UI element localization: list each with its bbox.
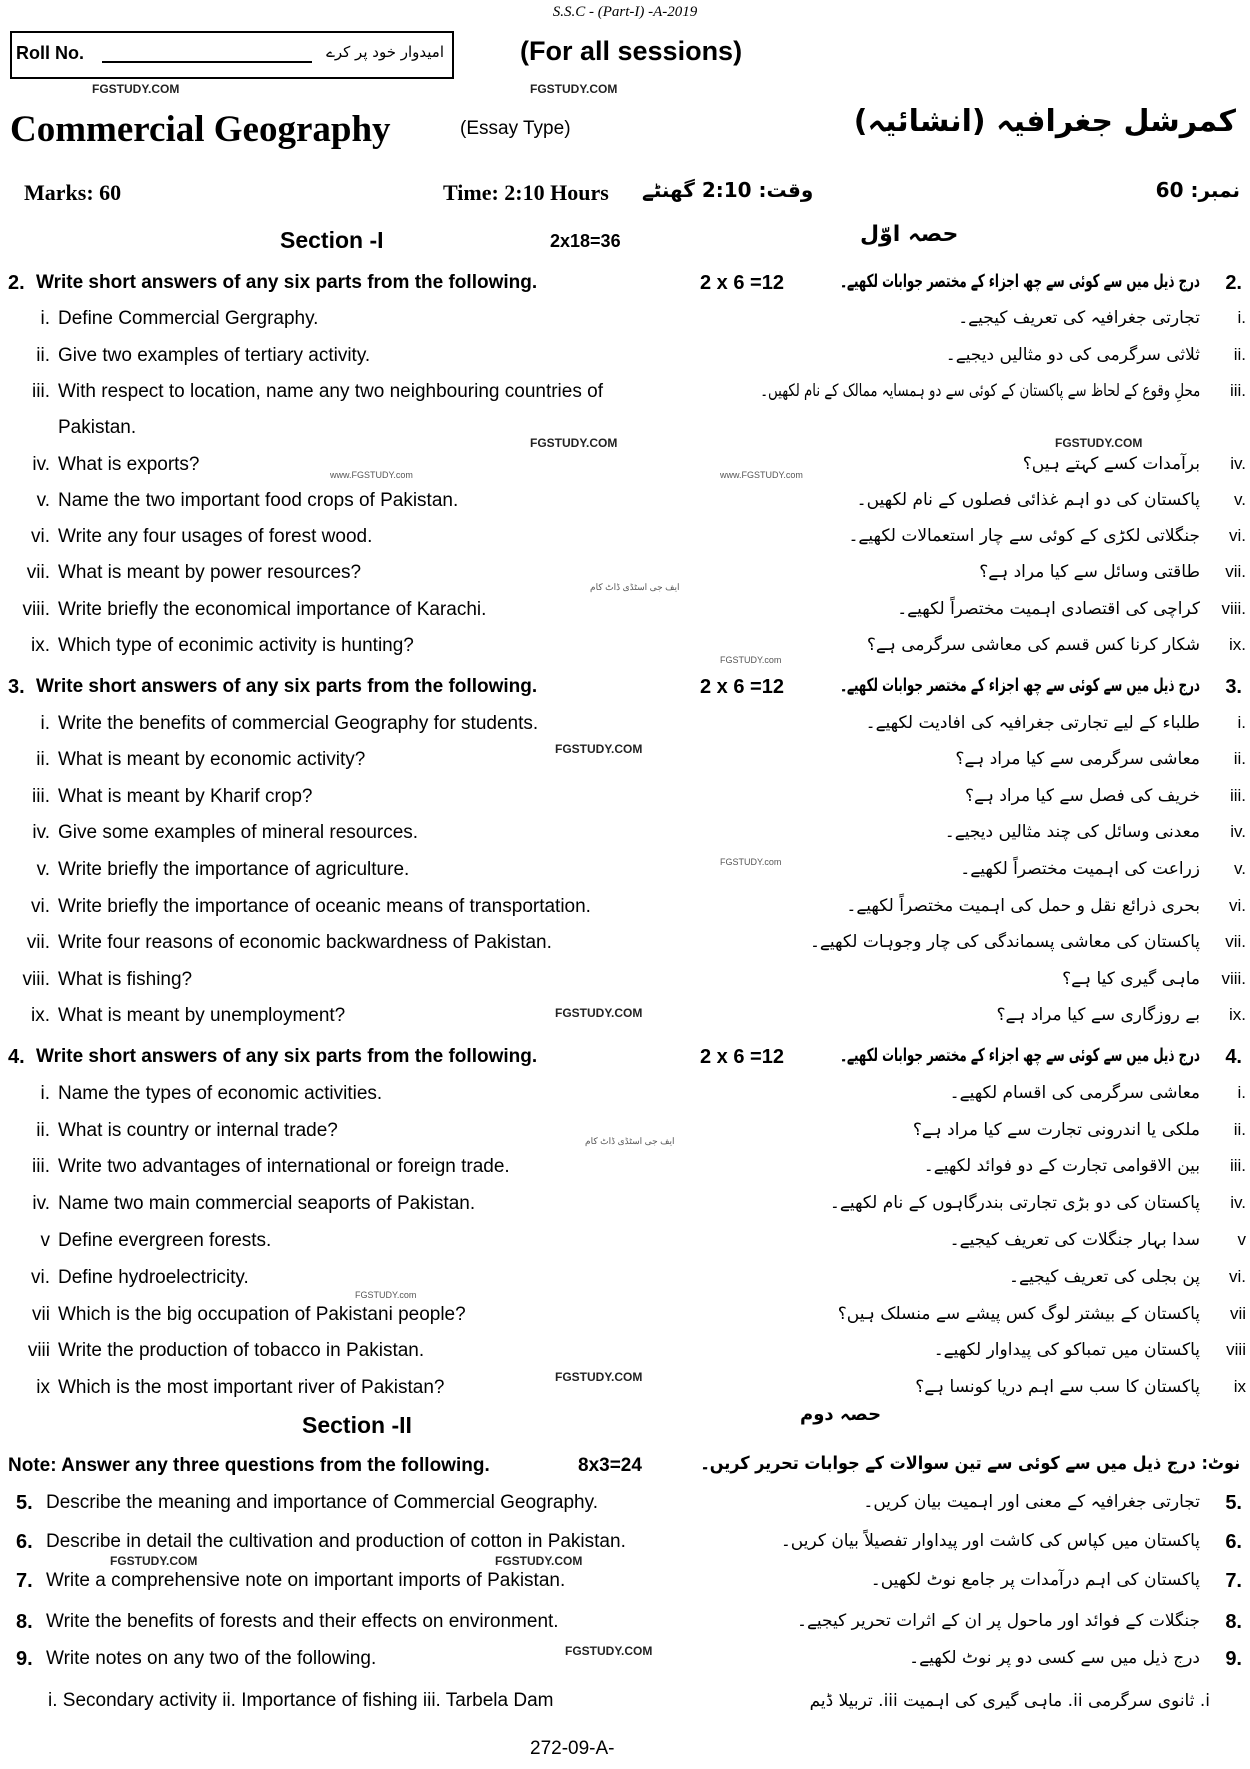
part-number-urdu: vi. [1229,1266,1246,1286]
part-number: vii [32,1303,50,1325]
watermark-text: FGSTUDY.com [720,857,782,867]
part-number: ix. [31,1005,50,1027]
watermark-text: FGSTUDY.COM [555,1370,643,1384]
part-text-urdu: پاکستان کے بیشتر لوگ کس پیشے سے منسلک ہیں؟ [837,1303,1200,1324]
part-number: ii. [36,1119,50,1141]
watermark-text: FGSTUDY.COM [530,82,618,96]
question-instruction-urdu: درج ذیل میں سے کوئی سے چھ اجزاء کے مختصر جوابات لکھیے۔ [840,271,1200,292]
part-text: Write briefly the economical importance of Karachi. [58,598,487,620]
part-text: Define hydroelectricity. [58,1266,249,1288]
part-text-urdu: پاکستان کی دو اہم غذائی فصلوں کے نام لکھیں۔ [856,489,1200,510]
long-question-text: Describe the meaning and importance of Commercial Geography. [46,1492,598,1513]
part-number-urdu: v. [1234,489,1246,509]
long-question-number-urdu: 6. [1225,1531,1242,1553]
part-text: Write the benefits of commercial Geography for students. [58,712,539,734]
question-instruction: Write short answers of any six parts from the following. [36,676,538,697]
watermark-text: ایف جی اسٹڈی ڈاٹ کام [585,1136,675,1146]
part-text: Name the types of economic activities. [58,1082,383,1104]
part-text-urdu: ملکی یا اندرونی تجارت سے کیا مراد ہے؟ [912,1119,1200,1140]
part-number-urdu: iv. [1230,1193,1246,1213]
part-text: Write any four usages of forest wood. [58,526,373,548]
section-1-title: Section -I [280,227,384,253]
part-text-urdu: بحری ذرائع نقل و حمل کی اہمیت مختصراً لکھیے۔ [846,895,1200,916]
part-number-urdu: ix. [1229,635,1246,654]
part-number-urdu: i. [1237,712,1246,732]
total-marks: Marks: 60 [24,180,122,205]
part-text-urdu: محلِ وقوع کے لحاظ سے پاکستان کے کوئی سے دو ہمسایہ ممالک کے نام لکھیں۔ [759,380,1200,401]
part-number: v [40,1230,50,1251]
roll-label-urdu: امیدوار خود پر کرے [326,43,444,61]
question-number: 4. [8,1046,25,1068]
watermark-text: FGSTUDY.com [355,1290,417,1300]
part-number: i. [40,1082,50,1104]
part-text: What is meant by power resources? [58,562,362,584]
part-text-urdu: پاکستان کی معاشی پسماندگی کی چار وجوہات لکھیے۔ [809,932,1200,953]
long-question-number: 9. [16,1648,33,1670]
roll-label: Roll No. [16,43,84,63]
long-question-text-urdu: جنگلات کے فوائد اور ماحول پر ان کے اثرات تحریر کیجیے۔ [796,1611,1200,1631]
section-2-title: Section -II [302,1412,412,1438]
long-question-number: 6. [16,1531,33,1553]
part-text: Give some examples of mineral resources. [58,822,419,844]
part-number-urdu: vii [1229,1303,1246,1323]
question-marks: 2 x 6 =12 [700,272,784,294]
watermark-text: www.FGSTUDY.com [720,470,803,480]
watermark-text: FGSTUDY.COM [555,1006,643,1020]
section-1-marks: 2x18=36 [550,231,621,251]
part-number: i. [40,712,50,734]
sessions-label: (For all sessions) [520,36,743,66]
part-number: ix. [31,635,50,656]
long-question-text: Describe in detail the cultivation and production of cotton in Pakistan. [46,1531,626,1552]
paper-title: Commercial Geography [10,109,391,150]
question-number-urdu: 2. [1225,272,1242,294]
question-marks: 2 x 6 =12 [700,676,784,698]
part-text: Which is the most important river of Pakistan? [58,1377,445,1399]
watermark-text: FGSTUDY.COM [495,1554,583,1568]
part-text: Write two advantages of international or foreign trade. [58,1156,510,1178]
part-text: What is country or internal trade? [58,1119,338,1141]
total-marks-urdu: نمبر: 60 [1155,178,1240,202]
part-text-urdu: ماہی گیری کیا ہے؟ [1062,968,1200,989]
part-number-urdu: vi. [1229,895,1246,915]
part-number: iii. [32,1156,50,1178]
part-number-urdu: iii. [1229,380,1246,400]
long-question-number: 7. [16,1570,33,1592]
part-text: Write the production of tobacco in Pakistan. [58,1340,425,1362]
long-question-number: 8. [16,1611,33,1633]
part-text: With respect to location, name any two neighbouring countries of [58,380,603,402]
part-number: vi. [31,1266,50,1288]
section-2-note-urdu: نوٹ: درج ذیل میں سے کوئی سے تین سوالات کے جوابات تحریر کریں۔ [700,1453,1240,1474]
watermark-text: FGSTUDY.COM [110,1554,198,1568]
part-number-urdu: v. [1234,859,1246,878]
part-number-urdu: viii [1226,1340,1246,1360]
long-question-number-urdu: 5. [1225,1492,1242,1514]
part-number-urdu: iii. [1229,785,1246,805]
part-number: v. [36,489,50,511]
part-number-urdu: ix. [1229,1005,1246,1025]
question-instruction: Write short answers of any six parts from the following. [36,1046,538,1067]
exam-code: S.S.C - (Part-I) -A-2019 [552,4,698,20]
question-number-urdu: 3. [1225,676,1242,698]
part-text-urdu: طاقتی وسائل سے کیا مراد ہے؟ [979,562,1200,583]
part-text: Define evergreen forests. [58,1230,272,1251]
part-number: vii. [26,562,50,584]
watermark-text: www.FGSTUDY.com [330,470,413,480]
part-number-urdu: iv. [1230,453,1246,473]
part-number-urdu: ix [1233,1377,1246,1397]
part-text: Write briefly the importance of oceanic means of transportation. [58,895,591,917]
part-text: What is exports? [58,453,200,475]
long-question-text: Write the benefits of forests and their effects on environment. [46,1611,559,1632]
part-text-urdu: طلباء کے لیے تجارتی جغرافیہ کی افادیت لکھیے۔ [865,712,1200,733]
part-number: iv. [32,822,50,844]
part-text-urdu: پاکستان کی دو بڑی تجارتی بندرگاہوں کے نام لکھیے۔ [829,1193,1200,1214]
part-number: vii. [26,932,50,954]
part-number: iv. [32,1193,50,1215]
part-number-urdu: ii. [1233,749,1246,769]
part-number-urdu: viii. [1221,598,1246,618]
part-text-urdu: بے روزگاری سے کیا مراد ہے؟ [996,1005,1200,1026]
roll-number-field[interactable] [102,61,312,63]
part-text-urdu: پن بجلی کی تعریف کیجیے۔ [1009,1266,1200,1287]
part-number-urdu: iii. [1229,1156,1246,1176]
part-text-urdu: معاشی سرگرمی سے کیا مراد ہے؟ [955,749,1200,770]
part-text-urdu: جنگلاتی لکڑی کے کوئی سے چار استعمالات لکھیے۔ [848,526,1200,547]
long-question-text: Write a comprehensive note on important imports of Pakistan. [46,1570,566,1591]
part-number: iii. [32,785,50,807]
part-number: viii. [22,968,50,990]
part-number-urdu: vii. [1225,932,1246,952]
part-text-continued: Pakistan. [58,417,137,439]
watermark-text: FGSTUDY.COM [555,742,643,756]
question-instruction-urdu: درج ذیل میں سے کوئی سے چھ اجزاء کے مختصر جوابات لکھیے۔ [840,1045,1200,1066]
section-2-note: Note: Answer any three questions from the following. [8,1455,490,1476]
long-question-text-urdu: تجارتی جغرافیہ کے معنی اور اہمیت بیان کریں۔ [863,1492,1200,1512]
part-text-urdu: معدنی وسائل کی چند مثالیں دیجیے۔ [944,822,1200,843]
part-text-urdu: پاکستان کا سب سے اہم دریا کونسا ہے؟ [915,1377,1200,1398]
part-number: ii. [36,749,50,771]
part-number: i. [40,308,50,330]
part-number-urdu: viii. [1221,968,1246,988]
section-1-title-urdu: حصہ اوّل [860,222,959,247]
part-text-urdu: معاشی سرگرمی کی اقسام لکھیے۔ [949,1082,1200,1103]
part-text: Define Commercial Gergraphy. [58,308,319,330]
part-text-urdu: سدا بہار جنگلات کی تعریف کیجیے۔ [949,1230,1200,1250]
question-number-urdu: 4. [1225,1046,1242,1068]
question-number: 2. [8,272,25,294]
time-allowed: Time: 2:10 Hours [443,180,609,205]
part-text: Which is the big occupation of Pakistani people? [58,1303,466,1325]
part-number: iii. [32,380,50,402]
watermark-text: FGSTUDY.COM [565,1644,653,1658]
part-number: viii [27,1340,50,1362]
part-number-urdu: i. [1237,308,1246,328]
part-number-urdu: vii. [1225,562,1246,582]
question-instruction-urdu: درج ذیل میں سے کوئی سے چھ اجزاء کے مختصر جوابات لکھیے۔ [840,675,1200,696]
part-text-urdu: برآمدات کسے کہتے ہیں؟ [1022,453,1200,474]
part-text-urdu: کراچی کی اقتصادی اہمیت مختصراً لکھیے۔ [897,598,1200,619]
part-text-urdu: خریف کی فصل سے کیا مراد ہے؟ [965,785,1200,806]
part-number-urdu: ii. [1233,1119,1246,1139]
part-number: iv. [32,453,50,475]
part-number: v. [36,859,50,880]
part-text: Give two examples of tertiary activity. [58,344,371,366]
watermark-text: FGSTUDY.COM [1055,436,1143,450]
part-text: Write briefly the importance of agriculture. [58,859,410,880]
part-text: Which type of econimic activity is hunting? [58,635,414,656]
paper-type: (Essay Type) [460,118,571,139]
part-number: vi. [31,895,50,917]
part-text: What is meant by unemployment? [58,1005,346,1027]
watermark-text: ایف جی اسٹڈی ڈاٹ کام [590,582,680,592]
part-text-urdu: تجارتی جغرافیہ کی تعریف کیجیے۔ [958,308,1200,329]
part-number-urdu: v [1237,1230,1246,1249]
watermark-text: FGSTUDY.com [720,655,782,665]
part-number-urdu: i. [1237,1082,1246,1102]
question-marks: 2 x 6 =12 [700,1046,784,1068]
long-question-number-urdu: 9. [1225,1648,1242,1670]
part-text-urdu: شکار کرنا کس قسم کی معاشی سرگرمی ہے؟ [866,635,1200,655]
part-text: Write four reasons of economic backwardness of Pakistan. [58,932,552,954]
long-question-number: 5. [16,1492,33,1514]
part-text-urdu: زراعت کی اہمیت مختصراً لکھیے۔ [960,859,1200,879]
paper-title-urdu: کمرشل جغرافیہ (انشائیہ) [853,104,1236,139]
time-allowed-urdu: وقت: 2:10 گھنٹے [642,178,814,202]
question-number: 3. [8,676,25,698]
part-number: ix [36,1377,50,1399]
part-text: What is meant by Kharif crop? [58,785,313,807]
part-text: Name two main commercial seaports of Pakistan. [58,1193,476,1215]
part-number: ii. [36,344,50,366]
long-question-text-urdu: پاکستان میں کپاس کی کاشت اور پیداوار تفصیلاً بیان کریں۔ [780,1531,1200,1551]
long-question-text-urdu: پاکستان کی اہم درآمدات پر جامع نوٹ لکھیں۔ [870,1570,1200,1590]
long-question-number-urdu: 8. [1225,1611,1242,1633]
part-number-urdu: iv. [1230,822,1246,842]
part-text: What is meant by economic activity? [58,749,366,771]
part-text: What is fishing? [58,968,193,990]
q9-options: i. Secondary activity ii. Importance of fishing iii. Tarbela Dam [48,1690,554,1711]
part-text-urdu: پاکستان میں تمباکو کی پیداوار لکھیے۔ [933,1340,1200,1361]
watermark-text: FGSTUDY.COM [92,82,180,96]
part-number: viii. [22,598,50,620]
watermark-text: FGSTUDY.COM [530,436,618,450]
section-2-title-urdu: حصہ دوم [800,1404,882,1425]
long-question-number-urdu: 7. [1225,1570,1242,1592]
q9-options-urdu: i. ثانوی سرگرمی ii. ماہی گیری کی اہمیت iii. تربیلا ڈیم [809,1691,1210,1711]
part-text: Name the two important food crops of Pakistan. [58,489,459,511]
roll-number-box [10,31,454,79]
part-text-urdu: ثلاثی سرگرمی کی دو مثالیں دیجیے۔ [945,344,1200,365]
part-text-urdu: بین الاقوامی تجارت کے دو فوائد لکھیے۔ [923,1156,1200,1177]
question-instruction: Write short answers of any six parts from the following. [36,272,538,293]
long-question-text: Write notes on any two of the following. [46,1648,377,1669]
section-2-marks: 8x3=24 [578,1455,642,1476]
part-number: vi. [31,526,50,548]
paper-code-footer: 272-09-A- [530,1738,615,1759]
long-question-text-urdu: درج ذیل میں سے کسی دو پر نوٹ لکھیے۔ [909,1648,1200,1668]
part-number-urdu: vi. [1229,526,1246,546]
part-number-urdu: ii. [1233,344,1246,364]
